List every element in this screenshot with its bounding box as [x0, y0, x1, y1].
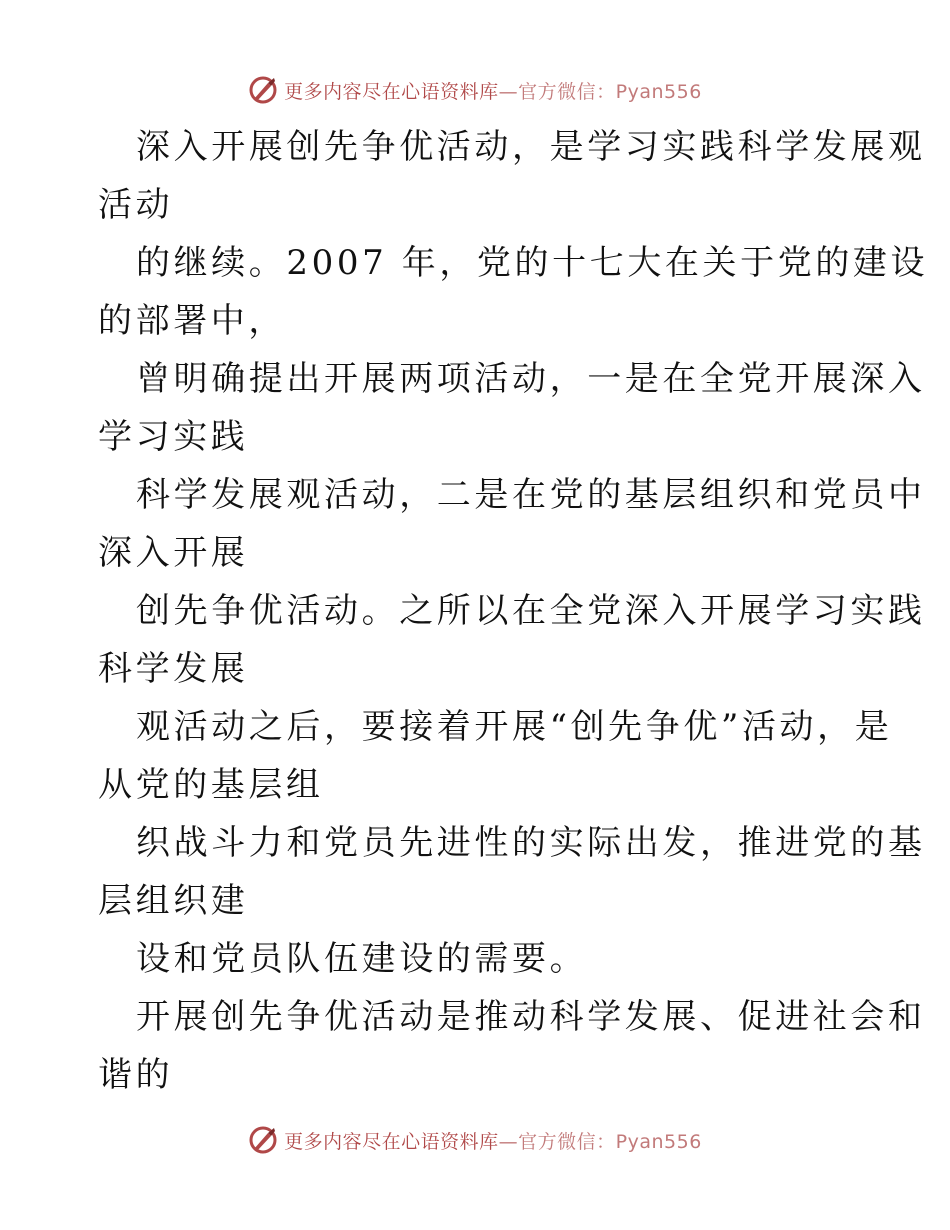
quill-circle-icon — [248, 1125, 278, 1155]
header-watermark — [0, 72, 950, 108]
text-line: 层组织建 — [98, 881, 249, 921]
watermark-text-rest: —官方微信：Pyan556 — [498, 1130, 702, 1153]
text-line: 科学发展 — [98, 649, 249, 689]
text-line: 织战斗力和党员先进性的实际出发，推进党的基 — [136, 823, 926, 863]
text-line: 观活动之后，要接着开展“创先争优”活动，是 — [136, 707, 893, 747]
text-line: 曾明确提出开展两项活动，一是在全党开展深入 — [136, 359, 926, 399]
footer-watermark — [0, 1122, 950, 1158]
text-line: 设和党员队伍建设的需要。 — [136, 939, 588, 979]
quill-circle-icon — [248, 75, 278, 105]
watermark-text-main: 更多内容尽在心语资料库 — [284, 1130, 499, 1153]
text-line: 学习实践 — [98, 417, 249, 457]
text-line: 创先争优活动。之所以在全党深入开展学习实践 — [136, 591, 926, 631]
text-line: 的继续。2007 年，党的十七大在关于党的建设 — [136, 243, 929, 283]
text-line: 科学发展观活动，二是在党的基层组织和党员中 — [136, 475, 926, 515]
document-body — [98, 118, 929, 1104]
text-line: 深入开展创先争优活动，是学习实践科学发展观 — [136, 127, 926, 167]
watermark-text-main: 更多内容尽在心语资料库 — [284, 80, 499, 103]
text-line: 深入开展 — [98, 533, 249, 573]
text-line: 活动 — [98, 185, 174, 225]
text-line: 从党的基层组 — [98, 765, 324, 805]
watermark-text-rest: —官方微信：Pyan556 — [498, 80, 702, 103]
text-line: 谐的 — [98, 1055, 174, 1095]
text-line: 开展创先争优活动是推动科学发展、促进社会和 — [136, 997, 926, 1037]
text-line: 的部署中， — [98, 301, 286, 341]
